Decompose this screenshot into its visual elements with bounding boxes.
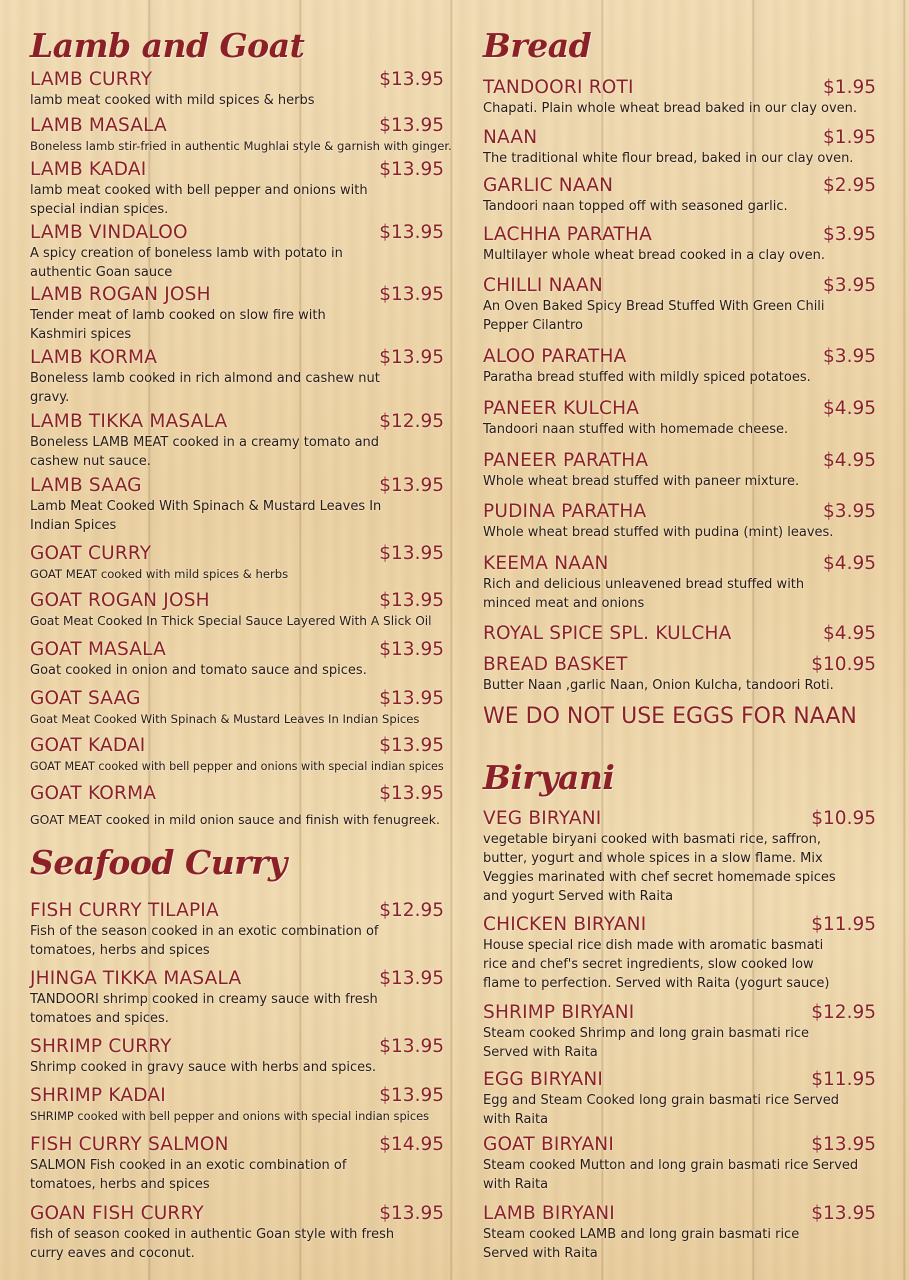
item-description: GOAT MEAT cooked in mild onion sauce and finish with fenugreek.	[30, 812, 440, 827]
item-name: PANEER PARATHA	[483, 450, 649, 471]
item-price: $4.95	[823, 553, 876, 574]
item-price: $11.95	[811, 914, 876, 935]
item-price: $13.95	[379, 1085, 444, 1106]
item-price: $11.95	[811, 1069, 876, 1090]
item-name: GOAT BIRYANI	[483, 1134, 615, 1155]
item-price: $13.95	[379, 284, 444, 305]
item-price: $14.95	[379, 1134, 444, 1155]
item-name: GOAT MASALA	[30, 639, 166, 660]
menu-item	[483, 175, 876, 216]
item-price: $13.95	[379, 475, 444, 496]
item-price: $3.95	[823, 275, 876, 296]
menu-item	[30, 783, 444, 829]
item-description: Boneless lamb cooked in rich almond and cashew nut gravy.	[30, 371, 380, 405]
item-description: lamb meat cooked with bell pepper and onions with special indian spices.	[30, 183, 368, 217]
item-price: $13.95	[379, 735, 444, 756]
item-description: Chapati. Plain whole wheat bread baked in our clay oven.	[483, 101, 858, 116]
item-price: $2.95	[823, 175, 876, 196]
menu-item	[483, 623, 876, 645]
item-description: Goat cooked in onion and tomato sauce and spices.	[30, 663, 367, 678]
menu-item	[30, 590, 444, 631]
biryani-title: Biryani	[483, 758, 615, 797]
menu-item	[483, 77, 876, 118]
item-price: $13.95	[379, 1203, 444, 1224]
menu-item	[30, 1085, 444, 1126]
item-name: GOAT KADAI	[30, 735, 146, 756]
menu-item	[30, 1134, 444, 1194]
menu-item	[483, 1203, 876, 1263]
item-name: NAAN	[483, 127, 538, 148]
seafood-title: Seafood Curry	[30, 843, 287, 882]
item-name: SHRIMP KADAI	[30, 1085, 166, 1106]
menu-item	[30, 968, 444, 1028]
item-description: GOAT MEAT cooked with bell pepper and onions with special indian spices	[30, 760, 444, 773]
item-name: ALOO PARATHA	[483, 346, 627, 367]
menu-item	[483, 553, 876, 613]
item-price: $13.95	[379, 347, 444, 368]
item-description: SALMON Fish cooked in an exotic combination of tomatoes, herbs and spices	[30, 1158, 347, 1192]
item-name: LAMB CURRY	[30, 69, 153, 90]
item-price: $13.95	[379, 968, 444, 989]
menu-item	[483, 654, 876, 695]
item-price: $13.95	[379, 783, 444, 804]
item-name: CHICKEN BIRYANI	[483, 914, 647, 935]
item-name: LAMB SAAG	[30, 475, 142, 496]
menu-item	[483, 275, 876, 335]
bread-title: Bread	[483, 26, 592, 65]
item-price: $3.95	[823, 501, 876, 522]
item-name: LAMB MASALA	[30, 115, 167, 136]
item-description: Shrimp cooked in gravy sauce with herbs and spices.	[30, 1060, 377, 1075]
menu-item	[483, 346, 876, 387]
menu-item	[30, 688, 444, 729]
menu-item	[483, 398, 876, 439]
menu-item	[483, 501, 876, 542]
menu-item	[30, 639, 444, 680]
item-price: $12.95	[379, 900, 444, 921]
item-description: Lamb Meat Cooked With Spinach & Mustard Leaves In Indian Spices	[30, 499, 382, 533]
item-description: SHRIMP cooked with bell pepper and onions with special indian spices	[30, 1109, 430, 1123]
item-price: $13.95	[379, 222, 444, 243]
item-price: $10.95	[811, 654, 876, 675]
item-price: $13.95	[379, 639, 444, 660]
item-name: FISH CURRY SALMON	[30, 1134, 229, 1155]
menu-item	[30, 284, 444, 344]
item-name: GARLIC NAAN	[483, 175, 614, 196]
menu-item	[30, 411, 444, 471]
item-description: Butter Naan ,garlic Naan, Onion Kulcha, tandoori Roti.	[483, 678, 834, 693]
item-description: House special rice dish made with aromatic basmati rice and chef's secret ingredients, slow cooked low flame to perfection. Served with Raita (yogurt sauce)	[483, 938, 830, 991]
menu-item	[30, 115, 452, 156]
item-name: LAMB TIKKA MASALA	[30, 411, 228, 432]
item-price: $13.95	[379, 543, 444, 564]
item-description: Steam cooked Shrimp and long grain basmati rice Served with Raita	[483, 1026, 809, 1060]
menu-item	[483, 450, 876, 491]
no-eggs-note: WE DO NOT USE EGGS FOR NAAN	[483, 704, 857, 729]
item-name: CHILLI NAAN	[483, 275, 603, 296]
item-description: Paratha bread stuffed with mildly spiced potatoes.	[483, 370, 811, 385]
item-description: fish of season cooked in authentic Goan style with fresh curry eaves and coconut.	[30, 1227, 395, 1261]
item-description: Egg and Steam Cooked long grain basmati rice Served with Raita	[483, 1093, 839, 1127]
menu-item	[483, 1069, 876, 1129]
item-name: PUDINA PARATHA	[483, 501, 647, 522]
item-description: Tender meat of lamb cooked on slow fire with Kashmiri spices	[30, 308, 326, 342]
item-name: GOAT KORMA	[30, 783, 157, 804]
item-description: Whole wheat bread stuffed with paneer mixture.	[483, 474, 800, 489]
item-description: Fish of the season cooked in an exotic combination of tomatoes, herbs and spices	[30, 924, 379, 958]
item-description: Multilayer whole wheat bread cooked in a clay oven.	[483, 248, 825, 263]
item-price: $3.95	[823, 346, 876, 367]
item-name: TANDOORI ROTI	[483, 77, 634, 98]
item-price: $13.95	[811, 1203, 876, 1224]
item-price: $13.95	[379, 159, 444, 180]
item-description: lamb meat cooked with mild spices & herbs	[30, 93, 315, 108]
item-description: Boneless LAMB MEAT cooked in a creamy tomato and cashew nut sauce.	[30, 435, 380, 469]
item-name: JHINGA TIKKA MASALA	[30, 968, 242, 989]
item-price: $13.95	[811, 1134, 876, 1155]
item-price: $1.95	[823, 77, 876, 98]
menu-item	[30, 222, 444, 282]
menu-item	[483, 914, 876, 993]
item-price: $4.95	[823, 398, 876, 419]
menu-item	[30, 69, 444, 110]
item-name: EGG BIRYANI	[483, 1069, 604, 1090]
item-price: $13.95	[379, 69, 444, 90]
item-price: $13.95	[379, 115, 444, 136]
menu-item	[483, 224, 876, 265]
menu-item	[483, 127, 876, 168]
menu-item	[30, 159, 444, 219]
menu-item	[30, 900, 444, 960]
item-name: LAMB KADAI	[30, 159, 147, 180]
item-description: Tandoori naan topped off with seasoned garlic.	[483, 199, 788, 214]
item-name: PANEER KULCHA	[483, 398, 640, 419]
item-description: Whole wheat bread stuffed with pudina (mint) leaves.	[483, 525, 834, 540]
item-description: Rich and delicious unleavened bread stuffed with minced meat and onions	[483, 577, 805, 611]
item-name: LACHHA PARATHA	[483, 224, 652, 245]
menu-item	[30, 543, 444, 584]
menu-item	[483, 1002, 876, 1062]
item-description: Steam cooked LAMB and long grain basmati rice Served with Raita	[483, 1227, 800, 1261]
item-name: GOAT CURRY	[30, 543, 152, 564]
item-price: $13.95	[379, 688, 444, 709]
item-name: KEEMA NAAN	[483, 553, 609, 574]
item-description: An Oven Baked Spicy Bread Stuffed With Green Chili Pepper Cilantro	[483, 299, 825, 333]
menu-item	[30, 347, 444, 407]
menu-item	[30, 735, 444, 776]
item-price: $10.95	[811, 808, 876, 829]
item-name: LAMB BIRYANI	[483, 1203, 615, 1224]
item-name: LAMB VINDALOO	[30, 222, 188, 243]
item-description: A spicy creation of boneless lamb with potato in authentic Goan sauce	[30, 246, 343, 280]
item-name: LAMB KORMA	[30, 347, 158, 368]
item-price: $4.95	[823, 623, 876, 644]
item-price: $1.95	[823, 127, 876, 148]
item-price: $3.95	[823, 224, 876, 245]
menu-item	[483, 808, 876, 906]
menu-item	[30, 1203, 444, 1263]
item-price: $12.95	[811, 1002, 876, 1023]
item-name: GOAN FISH CURRY	[30, 1203, 204, 1224]
item-name: SHRIMP BIRYANI	[483, 1002, 635, 1023]
item-name: VEG BIRYANI	[483, 808, 602, 829]
item-price: $13.95	[379, 590, 444, 611]
item-description: GOAT MEAT cooked with mild spices & herbs	[30, 567, 289, 581]
lamb-goat-title: Lamb and Goat	[30, 26, 305, 65]
menu-item	[483, 1134, 876, 1194]
item-description: vegetable biryani cooked with basmati rice, saffron, butter, yogurt and whole spices in a slow flame. Mix Veggies marinated with chef secret homemade spices and yogurt Served with Raita	[483, 832, 836, 904]
item-description: Goat Meat Cooked In Thick Special Sauce Layered With A Slick Oil	[30, 614, 432, 628]
item-price: $4.95	[823, 450, 876, 471]
menu-item	[30, 475, 444, 535]
item-description: Steam cooked Mutton and long grain basmati rice Served with Raita	[483, 1158, 859, 1192]
item-description: Boneless lamb stir-fried in authentic Mughlai style & garnish with ginger.	[30, 139, 452, 153]
item-description: Goat Meat Cooked With Spinach & Mustard Leaves In Indian Spices	[30, 712, 420, 726]
item-price: $13.95	[379, 1036, 444, 1057]
item-price: $12.95	[379, 411, 444, 432]
item-description: TANDOORI shrimp cooked in creamy sauce with fresh tomatoes and spices.	[30, 992, 378, 1026]
item-name: GOAT ROGAN JOSH	[30, 590, 210, 611]
item-name: LAMB ROGAN JOSH	[30, 284, 211, 305]
item-description: The traditional white flour bread, baked in our clay oven.	[483, 151, 854, 166]
item-description: Tandoori naan stuffed with homemade cheese.	[483, 422, 789, 437]
item-name: GOAT SAAG	[30, 688, 141, 709]
item-name: BREAD BASKET	[483, 654, 628, 675]
item-name: ROYAL SPICE SPL. KULCHA	[483, 623, 732, 644]
item-name: SHRIMP CURRY	[30, 1036, 172, 1057]
item-name: FISH CURRY TILAPIA	[30, 900, 219, 921]
menu-item	[30, 1036, 444, 1077]
